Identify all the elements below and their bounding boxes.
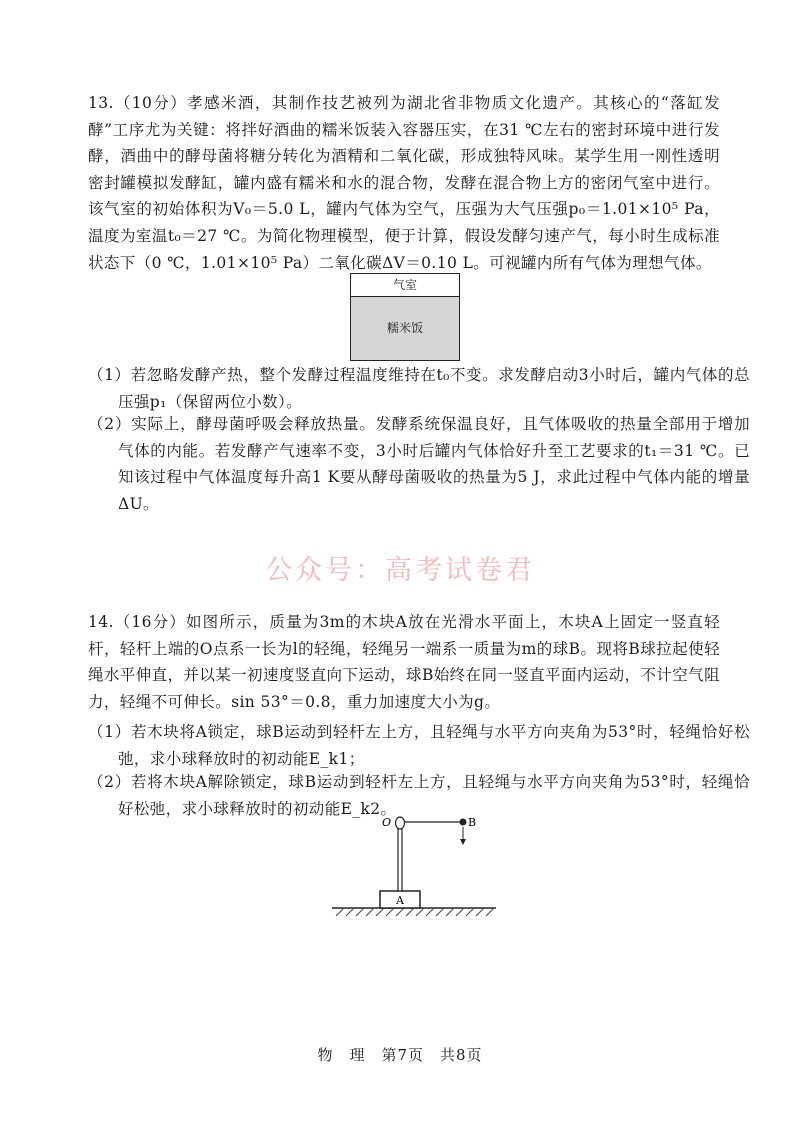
question-13-part-2: （2）实际上，酵母菌呼吸会释放热量。发酵系统保温良好，且气体吸收的热量全部用于增加气体的内能。若发酵产气速率不变，3小时后罐内气体恰好升至工艺要求的t₁＝31 ℃。已知该过程中气体温度每升高1 K要从酵母菌吸收的热量为5 J，求此过程中气体内能的增量ΔU。 [88,415,750,513]
watermark-text: 公众号：高考试卷君 [265,555,535,586]
fermentation-jar-diagram [350,273,460,361]
ground-hatching [336,908,494,916]
ball-b [460,819,467,826]
question-13-part-1: （1）若忽略发酵产热，整个发酵过程温度维持在t₀不变。求发酵启动3小时后，罐内气体的总压强p₁（保留两位小数）。 [88,366,750,411]
question-13-stem: 13.（10分）孝感米酒，其制作技艺被列为湖北省非物质文化遗产。其核心的“落缸发酵”工序尤为关键：将拌好酒曲的糯米饭装入容器压实，在31 ℃左右的密封环境中进行发酵，酒曲中的酵母菌将糖分转化为酒精和二氧化碳，形成独特风味。某学生用一刚性透明密封罐模拟发酵缸，罐内盛有糯米和水的混合物，发酵在混合物上方的密闭气室中进行。该气室的初始体积为V₀＝5.0 L，罐内气体为空气，压强为大气压强p₀＝1.01×10⁵ Pa，温度为室温t₀＝27 ℃。为简化物理模型，便于计算，假设发酵匀速产气，每小时生成标准状态下（0 ℃，1.01×10⁵ Pa）二氧化碳ΔV＝0.10 L。可视罐内所有气体为理想气体。 [88,94,720,272]
pivot-o-label: O [382,816,392,829]
ball-b-label: B [468,816,477,829]
question-14-stem: 14.（16分）如图所示，质量为3m的木块A放在光滑水平面上，木块A上固定一竖直轻杆，轻杆上端的O点系一长为l的轻绳，轻绳另一端系一质量为m的球B。现将B球拉起使轻绳水平伸直，并以某一初速度竖直向下运动，球B始终在同一竖直平面内运动，不计空气阻力，轻绳不可伸长。sin 53°＝0.8，重力加速度大小为g。 [88,613,720,711]
pivot-o [396,817,405,829]
page-footer: 物 理 第7页 共8页 [317,1046,483,1064]
block-a-label: A [396,894,404,907]
question-14-part-2: （2）若将木块A解除锁定，球B运动到轻杆左上方，且轻绳与水平方向夹角为53°时，轻绳恰好松弛，求小球释放时的初动能E_k2。 [88,773,750,818]
question-14-part-1: （1）若木块将A锁定，球B运动到轻杆左上方，且轻绳与水平方向夹角为53°时，轻绳恰好松弛，求小球释放时的初动能E_k1； [88,723,750,768]
velocity-arrowhead [460,839,466,845]
block-rod-ball-diagram [330,806,500,921]
jar-air-chamber-label: 气室 [351,274,459,297]
vertical-rod [398,822,402,891]
jar-rice-label: 糯米饭 [351,297,459,360]
